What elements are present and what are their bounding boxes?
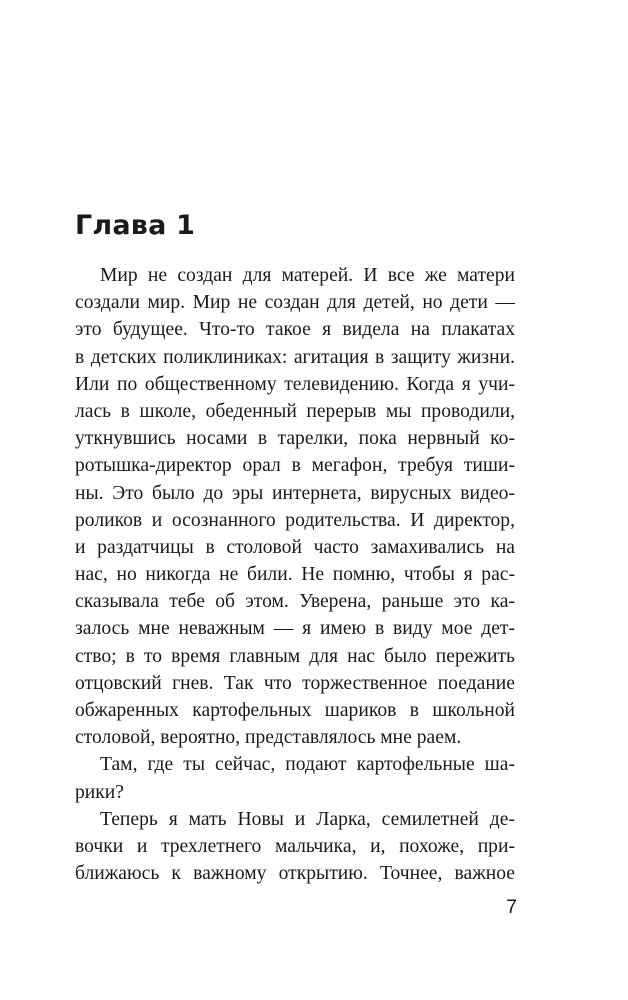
text-line: Теперь я мать Новы и Ларка, семилетней де-: [100, 808, 515, 830]
text-line: Там, где ты сейчас, подают картофельные ша-: [100, 754, 515, 776]
text-line: ство; в то время главным для нас было пережить: [75, 645, 515, 667]
text-line: столовой, вероятно, представлялось мне раем.: [75, 727, 462, 749]
text-line: вочки и трехлетнего мальчика, и, похоже, при-: [75, 835, 515, 857]
text-line: создали мир. Мир не создан для детей, но дети —: [75, 292, 515, 314]
text-line: уткнувшись носами в тарелки, пока нервный ко-: [75, 428, 515, 450]
text-line: роликов и осознанного родительства. И директор,: [75, 509, 515, 531]
text-line: ближаюсь к важному открытию. Точнее, важное: [75, 863, 515, 885]
text-line: лась в школе, обеденный перерыв мы проводили,: [75, 400, 515, 422]
text-line: залось мне неважным — я имею в виду мое дет-: [75, 618, 515, 640]
text-line: и раздатчицы в столовой часто замахивались на: [75, 536, 515, 558]
text-line: рики?: [75, 781, 124, 803]
text-line: обжаренных картофельных шариков в школьной: [75, 700, 515, 721]
text-line: Мир не создан для матерей. И все же матери: [100, 265, 515, 286]
text-line: ны. Это было до эры интернета, вирусных видео-: [75, 482, 515, 504]
text-line: это будущее. Что-то такое я видела на плакатах: [75, 319, 515, 341]
page-number: 7: [506, 896, 517, 918]
text-line: сказывала тебе об этом. Уверена, раньше это ка-: [75, 591, 515, 613]
text-line: Или по общественному телевидению. Когда я учи-: [75, 373, 515, 395]
body-text: [75, 262, 515, 887]
text-line: нас, но никогда не били. Не помню, чтобы я рас-: [75, 564, 515, 586]
chapter-title: Глава 1: [75, 210, 196, 241]
text-line: ротышка-директор орал в мегафон, требуя тиши-: [75, 455, 515, 477]
text-line: в детских поликлиниках: агитация в защиту жизни.: [75, 346, 515, 368]
text-line: отцовский гнев. Так что торжественное поедание: [75, 672, 515, 694]
